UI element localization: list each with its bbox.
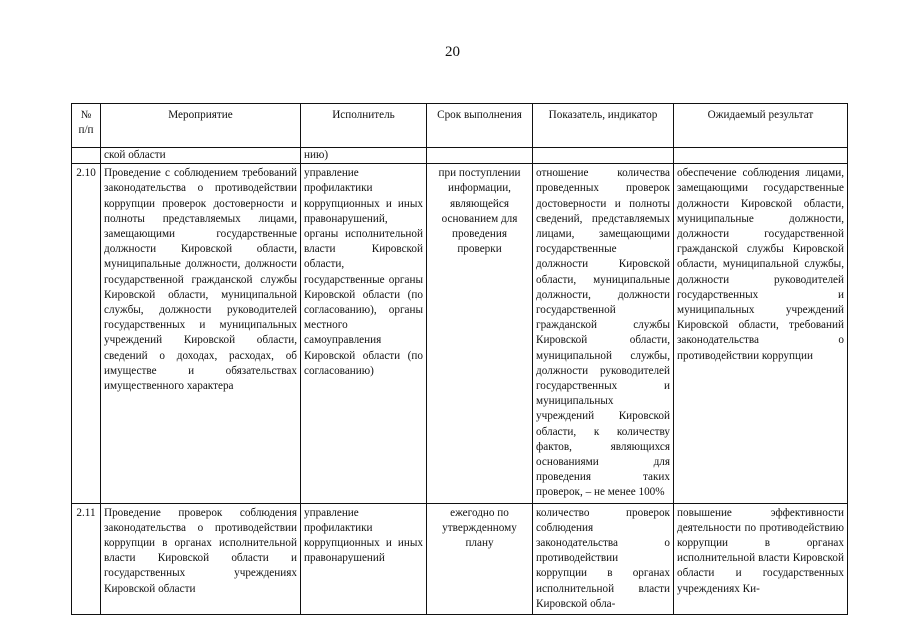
cell-result: обеспечение соблюдения лицами, замещающими государственные должности Кировской области, муниципальные должности, должности государственной гражданской службы Кировской области, муниципальной службы, должности руководителей государственных и муниципальных учреждений Кировской области, требований законодательства о противодействии коррупции (674, 164, 848, 503)
header-number: № п/п (72, 104, 101, 148)
header-deadline: Срок выполнения (427, 104, 533, 148)
cell-number: 2.11 (72, 503, 101, 614)
cell-indicator: количество проверок соблюдения законодательства о противодействии коррупции в органах исполнительной власти Кировской обла- (533, 503, 674, 614)
cell-executor: управление профилактики коррупционных и иных правонарушений (301, 503, 427, 614)
continuation-row (72, 148, 848, 164)
cell-deadline: при поступлении информации, являющейся основанием для проведения проверки (427, 164, 533, 503)
cell-event: Проведение с соблюдением требований законодательства о противодействии коррупции проверок достоверности и полноты представляемых лицами, замещающими государственные должности Кировской области, муниципальные должности, должности государственной гражданской службы Кировской области, муниципальной службы, должности руководителей государственных и муниципальных учреждений Кировской области, сведений о доходах, расходах, об имуществе и обязательствах имущественного характера (101, 164, 301, 503)
cell-event: ской области (101, 148, 301, 164)
header-result: Ожидаемый результат (674, 104, 848, 148)
table-row (72, 503, 848, 614)
table-header-row (72, 104, 848, 148)
page-number: 20 (445, 44, 460, 60)
cell-number (72, 148, 101, 164)
cell-indicator: отношение количества проведенных проверок достоверности и полноты сведений, представляемых лицами, замещающими государственные должности Кировской области, муниципальные должности, должности государственной гражданской службы Кировской области, муниципальной службы, должности руководителей государственных и муниципальных учреждений Кировской области, к количеству фактов, являющихся основаниями для проведения таких проверок, – не менее 100% (533, 164, 674, 503)
cell-deadline: ежегодно по утвержденному плану (427, 503, 533, 614)
cell-number: 2.10 (72, 164, 101, 503)
cell-executor: нию) (301, 148, 427, 164)
cell-result (674, 148, 848, 164)
header-indicator: Показатель, индикатор (533, 104, 674, 148)
header-executor: Исполнитель (301, 104, 427, 148)
cell-result: повышение эффективности деятельности по противодействию коррупции в органах исполнительной власти Кировской области и государственных учреждениях Ки- (674, 503, 848, 614)
plan-table (71, 103, 848, 615)
cell-indicator (533, 148, 674, 164)
cell-event: Проведение проверок соблюдения законодательства о противодействии коррупции в органах исполнительной власти Кировской области и государственных учреждениях Кировской области (101, 503, 301, 614)
table-row (72, 164, 848, 503)
cell-deadline (427, 148, 533, 164)
header-event: Мероприятие (101, 104, 301, 148)
cell-executor: управление профилактики коррупционных и иных правонарушений, органы исполнительной власти Кировской области, государственные органы Кировской области (по согласованию), органы местного самоуправления Кировской области (по согласованию) (301, 164, 427, 503)
